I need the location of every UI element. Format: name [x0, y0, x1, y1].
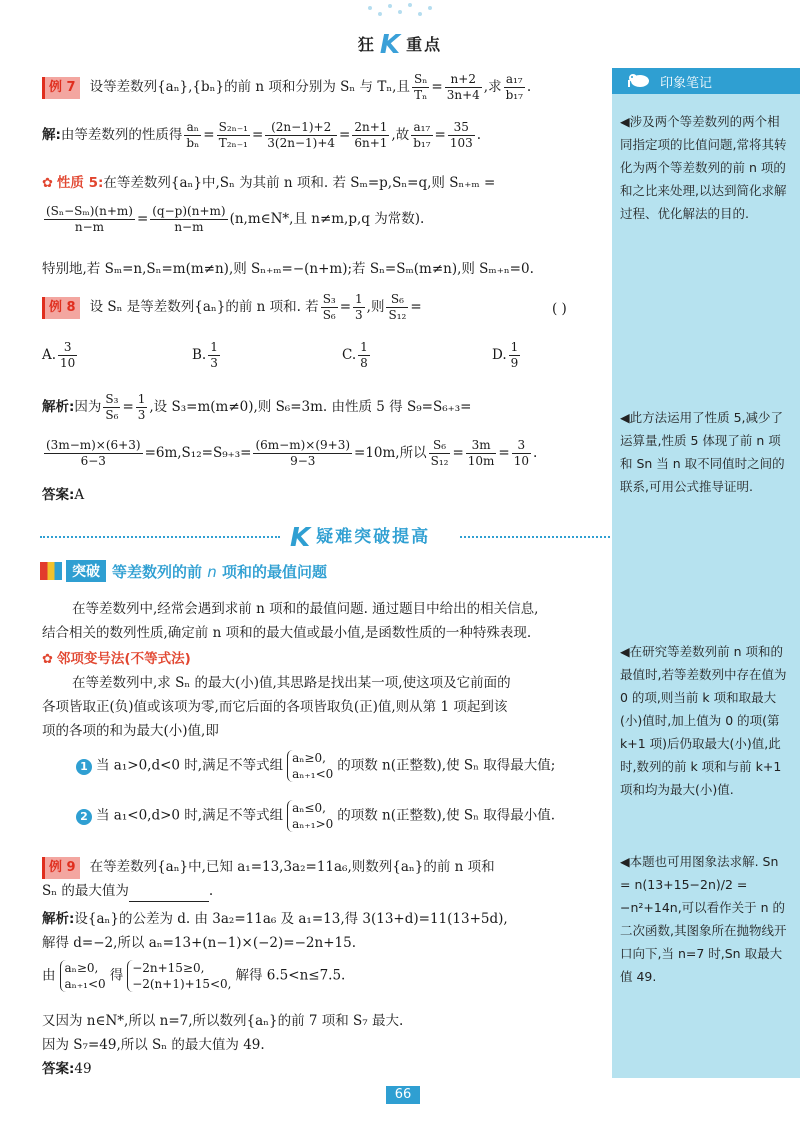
case-2: 2 当 a₁<0,d>0 时,满足不等式组 aₙ≤0, aₙ₊₁>0 的项数 n(正整数),使 Sₙ 取得最小值. — [76, 800, 555, 832]
sidebar-note-2: ◀此方法运用了性质 5,减少了运算量,性质 5 体现了前 n 项和 Sn 当 n 取不同值时之间的联系,可用公式推导证明. — [620, 410, 785, 494]
k-logo-icon: K — [379, 30, 403, 60]
example-9-analysis-1: 解析:设{aₙ}的公差为 d. 由 3a₂=11a₆ 及 a₁=13,得 3(13+d)=11(13+5d), — [42, 911, 508, 927]
section-banner — [40, 522, 610, 552]
sidebar-title: 印象笔记 — [660, 76, 713, 91]
breakthrough-heading: 突破 等差数列的前 n 项和的最值问题 — [40, 560, 327, 584]
flower-bullet-icon: ✿ — [42, 176, 53, 191]
sidebar-header — [612, 68, 800, 94]
answer-paren: ( ) — [552, 301, 567, 317]
header-decoration-icon — [360, 0, 440, 30]
intro-line-2: 结合相关的数列性质,确定前 n 项和的最大值或最小值,是函数性质的一种特殊表现. — [42, 625, 532, 641]
example-7-question: 例 7 设等差数列{aₙ},{bₙ}的前 n 项和分别为 Sₙ 与 Tₙ,且 $\frac{\text{Sₙ}}{\text{Tₙ}}$ = $\frac{n+2}{3n+4}$ ,求 $\frac{\text{a₁₇}}{\text{b₁₇}}$ . — [42, 72, 531, 103]
method-line-1: 在等差数列中,求 Sₙ 的最大(小)值,其思路是找出某一项,使这项及它前面的 — [72, 675, 511, 691]
option-b[interactable]: B. $\frac{1}{3}$ — [192, 340, 218, 370]
method-line-3: 项的各项的和为最大(小)值,即 — [42, 723, 219, 739]
example-9-question-2: Sₙ 的最大值为 . — [42, 880, 213, 902]
example-9-question: 例 9 在等差数列{aₙ}中,已知 a₁=13,3a₂=11a₆,则数列{aₙ}的前 n 项和 — [42, 856, 495, 879]
example-9-analysis-2: 解得 d=−2,所以 aₙ=13+(n−1)×(−2)=−2n+15. — [42, 935, 356, 951]
option-c[interactable]: C. $\frac{1}{8}$ — [342, 340, 368, 370]
example-9-label: 例 9 — [42, 857, 80, 879]
example-8-question: 例 8 设 Sₙ 是等差数列{aₙ}的前 n 项和. 若 $\frac{\text{S₃}}{\text{S₆}}$ = $\frac{1}{3}$ ,则 $\frac{\text{S₆}}{\text{S₁₂}}$ = ( ) — [42, 292, 602, 323]
elephant-icon — [626, 70, 652, 90]
notes-sidebar — [612, 68, 800, 1078]
page-header — [0, 0, 800, 60]
option-d[interactable]: D. $\frac{1}{9}$ — [492, 340, 519, 370]
sidebar-note-3: ◀在研究等差数列前 n 项和的最值时,若等差数列中存在值为 0 的项,则当前 k 项和取最大(小)值时,加上值为 0 的项(第 k+1 项)后仍取最大(小)值,此时,数列的前 k 项和与前 k+1 项和均为最大(小)值. — [620, 644, 787, 797]
example-7-label: 例 7 — [42, 77, 80, 99]
sidebar-note-4: ◀本题也可用图象法求解. Sn = n(13+15−2n)/2 = −n²+14n,可以看作关于 n 的二次函数,其图象所在抛物线开口向下,当 n=7 时,Sn 取最大值 49. — [620, 854, 787, 984]
property-5-formula: $\frac{\text{(Sₙ−Sₘ)(n+m)}}{n-m}$ = $\frac{(q-p)(n+m)}{n-m}$ (n,m∈N*,且 n≠m,p,q 为常数). — [46, 204, 425, 234]
example-8-label: 例 8 — [42, 297, 80, 319]
example-7-solution: 解:由等差数列的性质得 $\frac{\text{aₙ}}{\text{bₙ}}$ = $\frac{\text{S₂ₙ₋₁}}{\text{T₂ₙ₋₁}}$ = $\frac{(2n-1)+2}{3(2n-1)+4}$ = $\frac{2n+1}{6n+1}$ ,故 $\frac{\text{a₁₇}}{\text{b₁₇}}$ = $\frac{35}{103}$ . — [42, 120, 482, 150]
example-9-analysis-4: 又因为 n∈N*,所以 n=7,所以数列{aₙ}的前 7 项和 S₇ 最大. — [42, 1013, 404, 1029]
property-5-special: 特别地,若 Sₘ=n,Sₙ=m(m≠n),则 Sₙ₊ₘ=−(n+m);若 Sₙ=Sₘ(m≠n),则 Sₘ₊ₙ=0. — [42, 261, 534, 277]
answer-blank[interactable] — [129, 887, 209, 902]
example-9-answer: 答案:49 — [42, 1061, 92, 1077]
option-a[interactable]: A. $\frac{3}{10}$ — [42, 340, 76, 370]
intro-line-1: 在等差数列中,经常会遇到求前 n 项和的最值问题. 通过题目中给出的相关信息, — [72, 601, 539, 617]
example-8-answer: 答案:A — [42, 487, 85, 503]
method-heading: ✿ 邻项变号法(不等式法) — [42, 651, 191, 667]
method-line-2: 各项皆取正(负)值或该项为零,而它后面的各项皆取负(正)值,则从第 1 项起到该 — [42, 699, 508, 715]
case-1: 1 当 a₁>0,d<0 时,满足不等式组 aₙ≥0, aₙ₊₁<0 的项数 n(正整数),使 Sₙ 取得最大值; — [76, 750, 555, 782]
property-5-statement: ✿ 性质 5:在等差数列{aₙ}中,Sₙ 为其前 n 项和. 若 Sₘ=p,Sₙ=q,则 Sₙ₊ₘ = — [42, 175, 496, 191]
example-9-analysis-3: 由 aₙ≥0, aₙ₊₁<0 得 −2n+15≥0, −2(n+1)+15<0, 解得 6.5<n≤7.5. — [42, 961, 346, 991]
book-icon — [40, 562, 62, 580]
page-number: 66 — [386, 1086, 420, 1104]
example-8-analysis-1: 解析:因为 $\frac{\text{S₃}}{\text{S₆}}$ = $\frac{1}{3}$ ,设 S₃=m(m≠0),则 S₆=3m. 由性质 5 得 S₉=S₆₊₃= — [42, 392, 472, 422]
sidebar-note-1: ◀涉及两个等差数列的两个相同指定项的比值问题,常将其转化为两个等差数列的前 n 项的和之比来处理,以达到简化求解过程、优化解法的目的. — [620, 114, 787, 221]
example-9-analysis-5: 因为 S₇=49,所以 Sₙ 的最大值为 49. — [42, 1037, 265, 1053]
example-8-analysis-2: $\frac{(3m-m)\times(6+3)}{6-3}$ =6m,S₁₂=S₉₊₃= $\frac{(6m-m)\times(9+3)}{9-3}$ =10m,所以 $\frac{\text{S₆}}{\text{S₁₂}}$ = $\frac{3m}{10m}$ = $\frac{3}{10}$ . — [46, 438, 538, 468]
section-banner-title: K疑难突破提高 — [290, 523, 431, 553]
k-logo-icon: K — [290, 523, 313, 553]
flower-bullet-icon: ✿ — [42, 652, 53, 667]
header-title: 狂 K 重点 — [357, 30, 443, 60]
